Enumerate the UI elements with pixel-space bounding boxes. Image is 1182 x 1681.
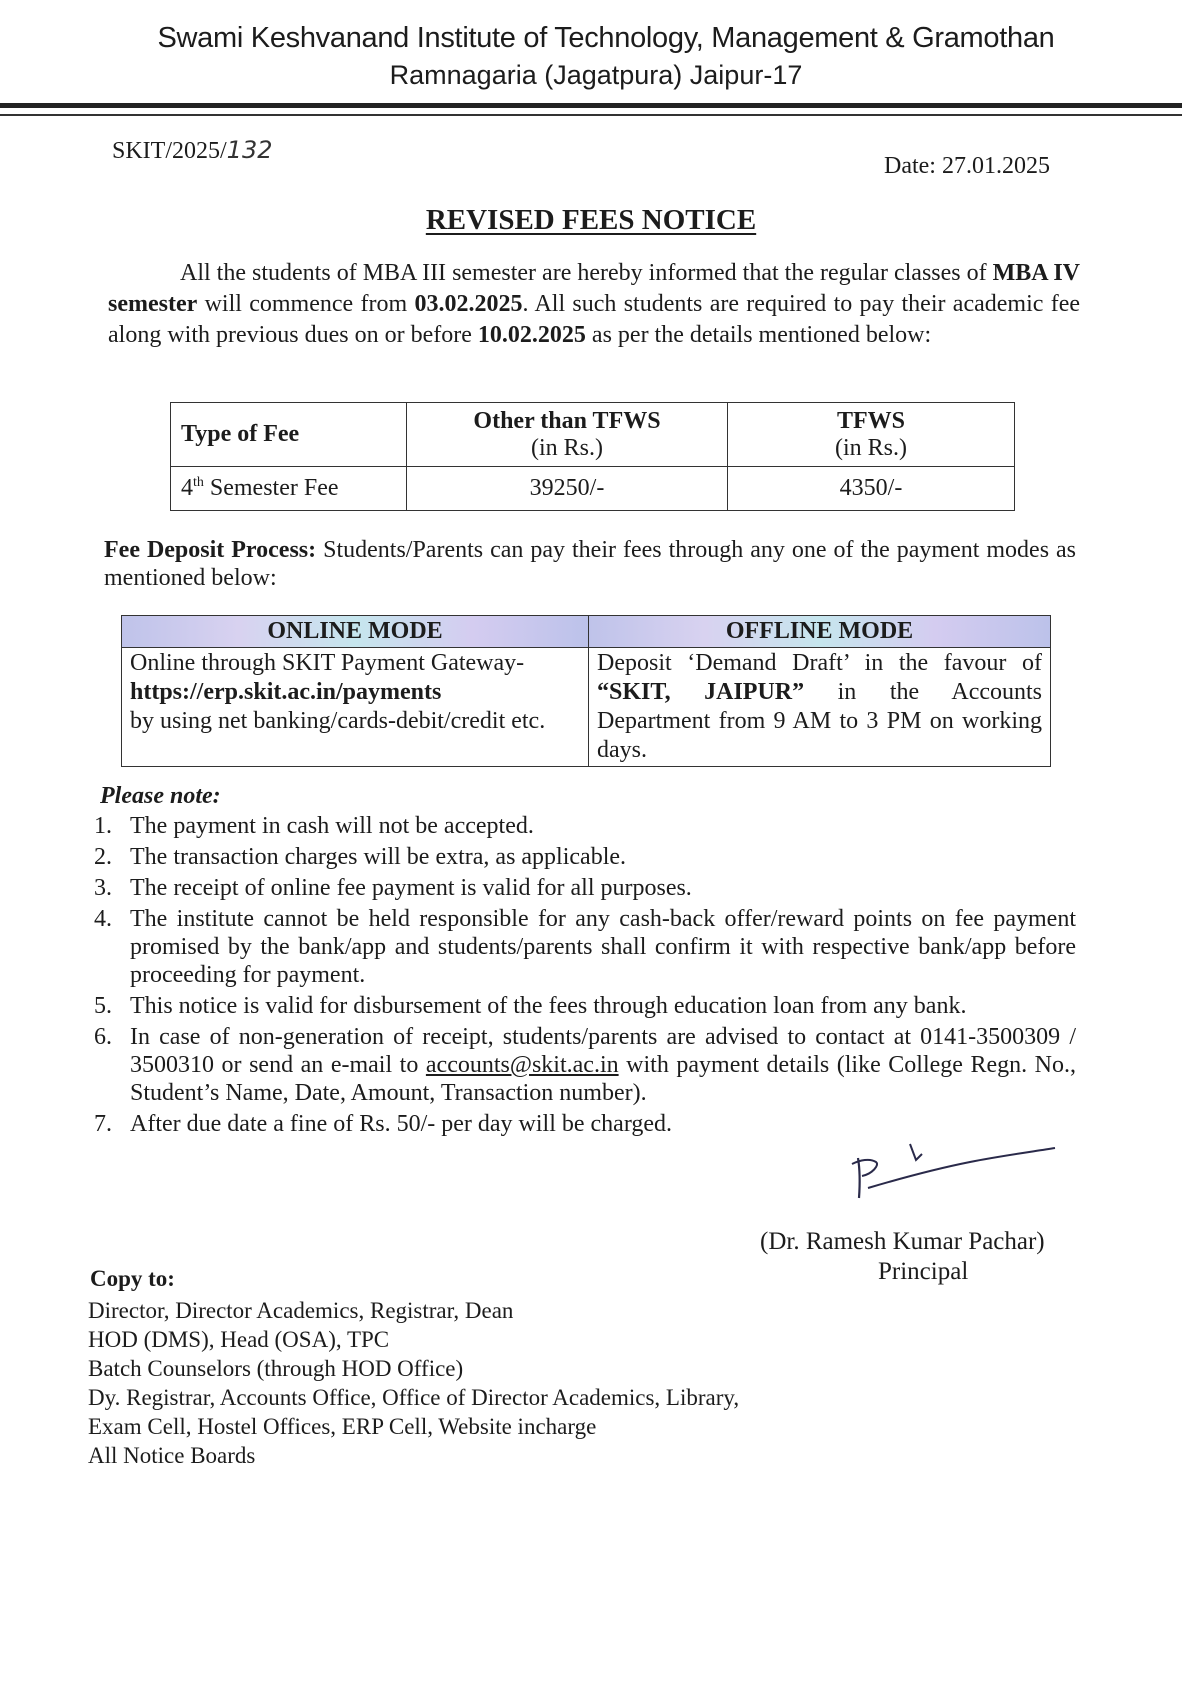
offline-text-2: in the Accounts Department from 9 AM to 3 PM on working days.: [597, 679, 1042, 763]
list-item: All Notice Boards: [88, 1443, 256, 1468]
fee-table: [170, 402, 1015, 511]
note-text: In case of non-generation of receipt, students/parents are advised to contact at 0141-3500309 / 3500310 or send an e-mail to: [130, 1024, 1076, 1078]
list-number: 4.: [94, 906, 112, 932]
offline-mode-details: [589, 648, 1051, 767]
institute-address: Ramnagaria (Jagatpura) Jaipur-17: [389, 60, 803, 90]
fee-other-value: 39250/-: [407, 467, 728, 511]
list-number: 5.: [94, 993, 112, 1019]
list-number: 2.: [94, 844, 112, 870]
note-text: The payment in cash will not be accepted.: [130, 813, 534, 839]
online-text-line-1: Online through SKIT Payment Gateway-: [130, 650, 525, 676]
table-row: [122, 648, 1051, 767]
list-item: [86, 1110, 1076, 1138]
copy-to-list: [88, 1296, 739, 1470]
fee-header-other-label: Other than TFWS: [473, 407, 661, 434]
fee-header-other: [407, 403, 728, 467]
accounts-email-link[interactable]: accounts@skit.ac.in: [425, 1052, 619, 1078]
fee-tfws-value: 4350/-: [728, 467, 1015, 511]
table-row: [171, 467, 1015, 511]
fee-header-other-unit: (in Rs.): [531, 434, 603, 461]
intro-due-date: 10.02.2025: [477, 322, 586, 348]
fee-type-cell: [171, 467, 407, 511]
list-item: [86, 843, 1076, 871]
list-item: Director, Director Academics, Registrar, Dean: [88, 1298, 514, 1323]
list-item: HOD (DMS), Head (OSA), TPC: [88, 1327, 390, 1352]
list-number: 3.: [94, 875, 112, 901]
offline-mode-header: OFFLINE MODE: [589, 616, 1051, 648]
list-item: [86, 992, 1076, 1020]
intro-paragraph: [108, 258, 1080, 351]
note-text: This notice is valid for disbursement of the fees through education loan from any bank.: [130, 993, 967, 1019]
institute-name: Swami Keshvanand Institute of Technology, Management & Gramothan: [157, 22, 1055, 54]
fee-header-tfws-unit: (in Rs.): [835, 434, 907, 461]
header-rule-thin: [0, 114, 1182, 116]
payment-url-link[interactable]: https://erp.skit.ac.in/payments: [130, 679, 442, 705]
deposit-process-paragraph: [104, 536, 1076, 592]
semester-number: 4: [181, 475, 193, 501]
notes-heading: Please note:: [100, 783, 221, 809]
list-item: [86, 874, 1076, 902]
intro-semester: MBA IV semester: [108, 260, 1080, 317]
fee-table-header-row: [171, 403, 1015, 467]
semester-fee-label: Semester Fee: [203, 475, 339, 501]
notice-title: REVISED FEES NOTICE: [425, 204, 757, 236]
fee-header-tfws: [728, 403, 1015, 467]
note-text: The transaction charges will be extra, as applicable.: [130, 844, 627, 870]
intro-text-2: will commence from: [197, 291, 415, 317]
intro-text-4: as per the details mentioned below:: [585, 322, 932, 348]
header-rule-thick: [0, 103, 1182, 108]
signatory-title: Principal: [878, 1258, 969, 1285]
offline-text-1: Deposit ‘Demand Draft’ in the favour of: [597, 650, 1042, 676]
note-text: with payment details (like College Regn. No., Student’s Name, Date, Amount, Transaction number).: [130, 1052, 1077, 1106]
list-item: [86, 1023, 1076, 1107]
payment-modes-table: [121, 615, 1051, 767]
fee-header-type: Type of Fee: [171, 403, 407, 467]
note-text: After due date a fine of Rs. 50/- per day will be charged.: [130, 1111, 673, 1137]
intro-text-3: . All such students are required to pay their academic fee along with previous dues on or before: [108, 291, 1080, 348]
list-item: Dy. Registrar, Accounts Office, Office of Director Academics, Library,: [88, 1385, 740, 1410]
deposit-label: Fee Deposit Process:: [104, 537, 317, 563]
list-number: 7.: [94, 1111, 112, 1137]
online-mode-details: [122, 648, 589, 767]
list-item: Exam Cell, Hostel Offices, ERP Cell, Website incharge: [88, 1414, 597, 1439]
list-item: [86, 905, 1076, 989]
modes-header-row: [122, 616, 1051, 648]
list-item: [86, 812, 1076, 840]
reference-handwritten-number: 132: [226, 136, 273, 164]
reference-number: [112, 136, 272, 165]
principal-signature: [850, 1140, 1070, 1210]
list-number: 1.: [94, 813, 112, 839]
offline-payee: “SKIT, JAIPUR”: [597, 679, 805, 705]
intro-text-1: All the students of MBA III semester are hereby informed that the regular classes of: [180, 260, 993, 286]
fee-header-tfws-label: TFWS: [836, 407, 905, 434]
semester-suffix: th: [193, 475, 204, 490]
online-mode-header: ONLINE MODE: [122, 616, 589, 648]
list-item: Batch Counselors (through HOD Office): [88, 1356, 464, 1381]
online-text-line-3: by using net banking/cards-debit/credit etc.: [130, 708, 546, 734]
signatory-name: (Dr. Ramesh Kumar Pachar): [760, 1228, 1045, 1255]
intro-start-date: 03.02.2025: [414, 291, 523, 317]
notice-date: Date: 27.01.2025: [884, 153, 1050, 179]
notes-list: [86, 812, 1076, 1141]
deposit-text: Students/Parents can pay their fees through any one of the payment modes as mentioned below:: [104, 537, 1077, 591]
copy-to-label: Copy to:: [90, 1266, 175, 1291]
reference-prefix: SKIT/2025/: [112, 138, 227, 164]
list-number: 6.: [94, 1024, 112, 1050]
note-text: The receipt of online fee payment is valid for all purposes.: [130, 875, 692, 901]
note-text: The institute cannot be held responsible for any cash-back offer/reward points on fee payment promised by the bank/app and students/parents shall confirm it with respective bank/app before proceeding for payment.: [130, 906, 1076, 988]
